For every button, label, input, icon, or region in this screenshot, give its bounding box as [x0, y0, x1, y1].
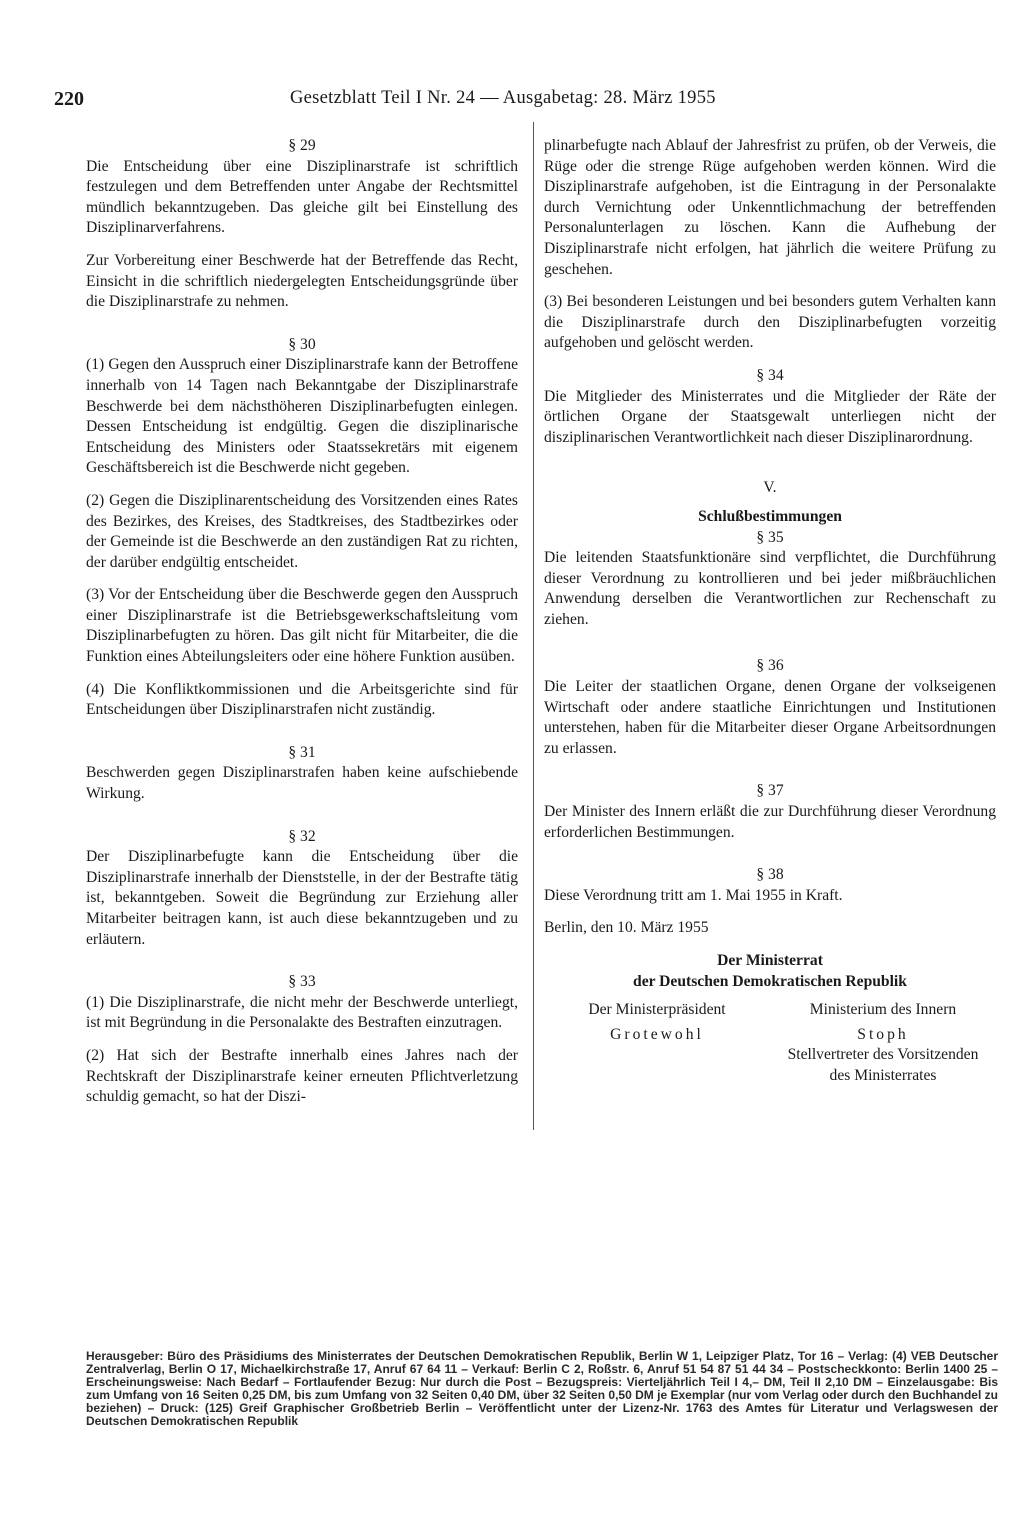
section-33-continuation: plinarbefugte nach Ablauf der Jahresfrist zu prüfen, ob der Verweis, die Rüge oder die strenge Rüge aufgehoben werden können. Wird die Disziplinarstrafe aufgehoben, ist die Eintragung in der Personalakte durch Vernichtung oder Unkenntlichmachung der betreffenden Personalunterlagen zu löschen. Kann die Aufhebung der Disziplinarstrafe nicht erfolgen, hat jährlich die weitere Prüfung zu geschehen.	[544, 137, 996, 278]
page-number: 220	[54, 88, 84, 110]
section-36-heading: § 36	[756, 657, 784, 675]
part-roman-numeral: V.	[763, 479, 777, 497]
section-34-heading: § 34	[756, 366, 784, 384]
section-33-heading: § 33	[288, 973, 316, 991]
section-38-heading: § 38	[756, 866, 784, 884]
section-35-paragraph-1: Die leitenden Staatsfunktionäre sind verpflichtet, die Durchführung dieser Verordnung zu kontrollieren und bei jeder mißbräuchlichen Anwendung derselben die Verantwortlichen zur Rechenschaft zu ziehen.	[544, 549, 996, 628]
council-line-1: Der Ministerrat	[717, 952, 823, 969]
imprint: Herausgeber: Büro des Präsidiums des Ministerrates der Deutschen Demokratischen Republik, Berlin W 1, Leipziger Platz, Tor 16 – Verlag: (4) VEB Deutscher Zentralverlag, Berlin O 17, Michaelkirchstraße 17, Anruf 67 64 11 – Verkauf: Berlin C 2, Roßstr. 6, Anruf 51 54 87 51 44 34 – Postscheckkonto: Berlin 1400 25 – Erscheinungsweise: Nach Bedarf – Fortlaufender Bezug: Nur durch die Post – Bezugspreis: Vierteljährlich Teil I 4,– DM, Teil II 2,10 DM – Einzelausgabe: Bis zum Umfang von 16 Seiten 0,25 DM, bis zum Umfang von 32 Seiten 0,40 DM, über 32 Seiten 0,50 DM je Exemplar (nur vom Verlag oder durch den Buchhandel zu beziehen) – Druck: (125) Greif Graphischer Großbetrieb Berlin – Veröffentlicht unter der Lizenz-Nr. 1763 des Amtes für Literatur und Verlagswesen der Deutschen Demokratischen Republik	[86, 1349, 998, 1428]
part-title: Schlußbestimmungen	[698, 507, 842, 525]
council-line-2: der Deutschen Demokratischen Republik	[633, 972, 907, 990]
section-31-heading: § 31	[288, 743, 316, 761]
section-33-paragraph-2: (2) Hat sich der Bestrafte innerhalb eines Jahres nach der Rechtskraft der Disziplinarstrafe keiner erneuten Pflichtverletzung schuldig gemacht, so hat der Diszi-	[86, 1046, 518, 1106]
section-33-paragraph-3: (3) Bei besonderen Leistungen und bei besonders gutem Verhalten kann die Disziplinarstrafe durch den Disziplinarbefugten vorzeitig aufgehoben und gelöscht werden.	[544, 293, 996, 352]
date-line: Berlin, den 10. März 1955	[544, 919, 709, 937]
section-29-paragraph-1: Die Entscheidung über eine Disziplinarstrafe ist schriftlich festzulegen und dem Betreffenden unter Angabe der Rechtsmittel mündlich bekanntzugeben. Das gleiche gilt bei Einstellung des Disziplinarverfahrens.	[86, 157, 518, 237]
section-32-paragraph-1: Der Disziplinarbefugte kann die Entscheidung über die Disziplinarstrafe innerhalb der Dienststelle, in der der Bestrafte tätig ist, bekanntgeben. Soweit die Begründung zur Erziehung aller Mitarbeiter beitragen kann, ist auch diese bekanntzugeben und zu erläutern.	[86, 848, 518, 948]
running-title: Gesetzblatt Teil I Nr. 24 — Ausgabetag: 28. März 1955	[290, 88, 716, 108]
signature-right-sub-2: des Ministerrates	[829, 1066, 937, 1084]
section-36-paragraph-1: Die Leiter der staatlichen Organe, denen Organe der volkseigenen Wirtschaft oder andere staatliche Einrichtungen und Institutionen unterstehen, haben für die Mitarbeiter dieser Organe Arbeitsordnungen zu erlassen.	[544, 678, 996, 757]
signature-left-name: Grotewohl	[610, 1025, 704, 1043]
section-31-paragraph-1: Beschwerden gegen Disziplinarstrafen haben keine aufschiebende Wirkung.	[86, 764, 518, 803]
section-37-heading: § 37	[756, 782, 784, 800]
signature-left	[544, 1000, 770, 1086]
signature-right	[770, 1000, 996, 1086]
left-column	[86, 136, 518, 1120]
section-32-heading: § 32	[288, 827, 316, 845]
section-30-paragraph-2: (2) Gegen die Disziplinarentscheidung des Vorsitzenden eines Rates des Bezirkes, des Kreises, des Stadtkreises, des Stadtbezirkes oder der Gemeinde ist die Beschwerde an den zuständigen Rat zu richten, der darüber endgültig entscheidet.	[86, 491, 518, 571]
section-34-paragraph-1: Die Mitglieder des Ministerrates und die Mitglieder der Räte der örtlichen Organe der Staatsgewalt unterliegen nicht der disziplinarischen Verantwortlichkeit nach dieser Disziplinarordnung.	[544, 387, 996, 446]
signature-right-sub-1: Stellvertreter des Vorsitzenden	[787, 1046, 979, 1064]
section-30-paragraph-4: (4) Die Konfliktkommissionen und die Arbeitsgerichte sind für Entscheidungen über Disziplinarstrafen nicht zuständig.	[86, 680, 518, 719]
signature-right-name: Stoph	[857, 1025, 909, 1043]
section-30-heading: § 30	[288, 335, 316, 353]
section-30-paragraph-1: (1) Gegen den Ausspruch einer Disziplinarstrafe kann der Betroffene innerhalb von 14 Tagen nach Bekanntgabe der Disziplinarstrafe Beschwerde bei dem nächsthöheren Disziplinarbefugten einlegen. Dessen Entscheidung ist endgültig. Gegen die disziplinarische Entscheidung des Ministers oder Staatssekretärs mit eigenem Geschäftsbereich ist die Beschwerde nicht gegeben.	[86, 356, 518, 477]
section-35-heading: § 35	[756, 528, 784, 546]
page-header	[54, 88, 979, 118]
signature-right-title: Ministerium des Innern	[809, 1001, 957, 1019]
column-divider	[533, 122, 534, 1130]
section-29-paragraph-2: Zur Vorbereitung einer Beschwerde hat der Betreffende das Recht, Einsicht in die schriftlich niedergelegten Entscheidungsgründe über die Disziplinarstrafe zu nehmen.	[86, 251, 518, 311]
signature-left-title: Der Ministerpräsident	[588, 1001, 726, 1019]
signature-block	[544, 951, 996, 1087]
section-29-heading: § 29	[288, 137, 316, 154]
right-column	[544, 136, 996, 1087]
section-37-paragraph-1: Der Minister des Innern erläßt die zur Durchführung dieser Verordnung erforderlichen Bestimmungen.	[544, 803, 996, 841]
section-33-paragraph-1: (1) Die Disziplinarstrafe, die nicht mehr der Beschwerde unterliegt, ist mit Begründung in die Personalakte des Bestraften einzutragen.	[86, 993, 518, 1032]
section-30-paragraph-3: (3) Vor der Entscheidung über die Beschwerde gegen den Ausspruch einer Disziplinarstrafe ist die Betriebsgewerkschaftsleitung vom Disziplinarbefugten zu hören. Das gilt nicht für Mitarbeiter, die die Funktion eines Abteilungsleiters oder eine höhere Funktion ausüben.	[86, 586, 518, 666]
section-38-paragraph-1: Diese Verordnung tritt am 1. Mai 1955 in Kraft.	[544, 886, 843, 904]
